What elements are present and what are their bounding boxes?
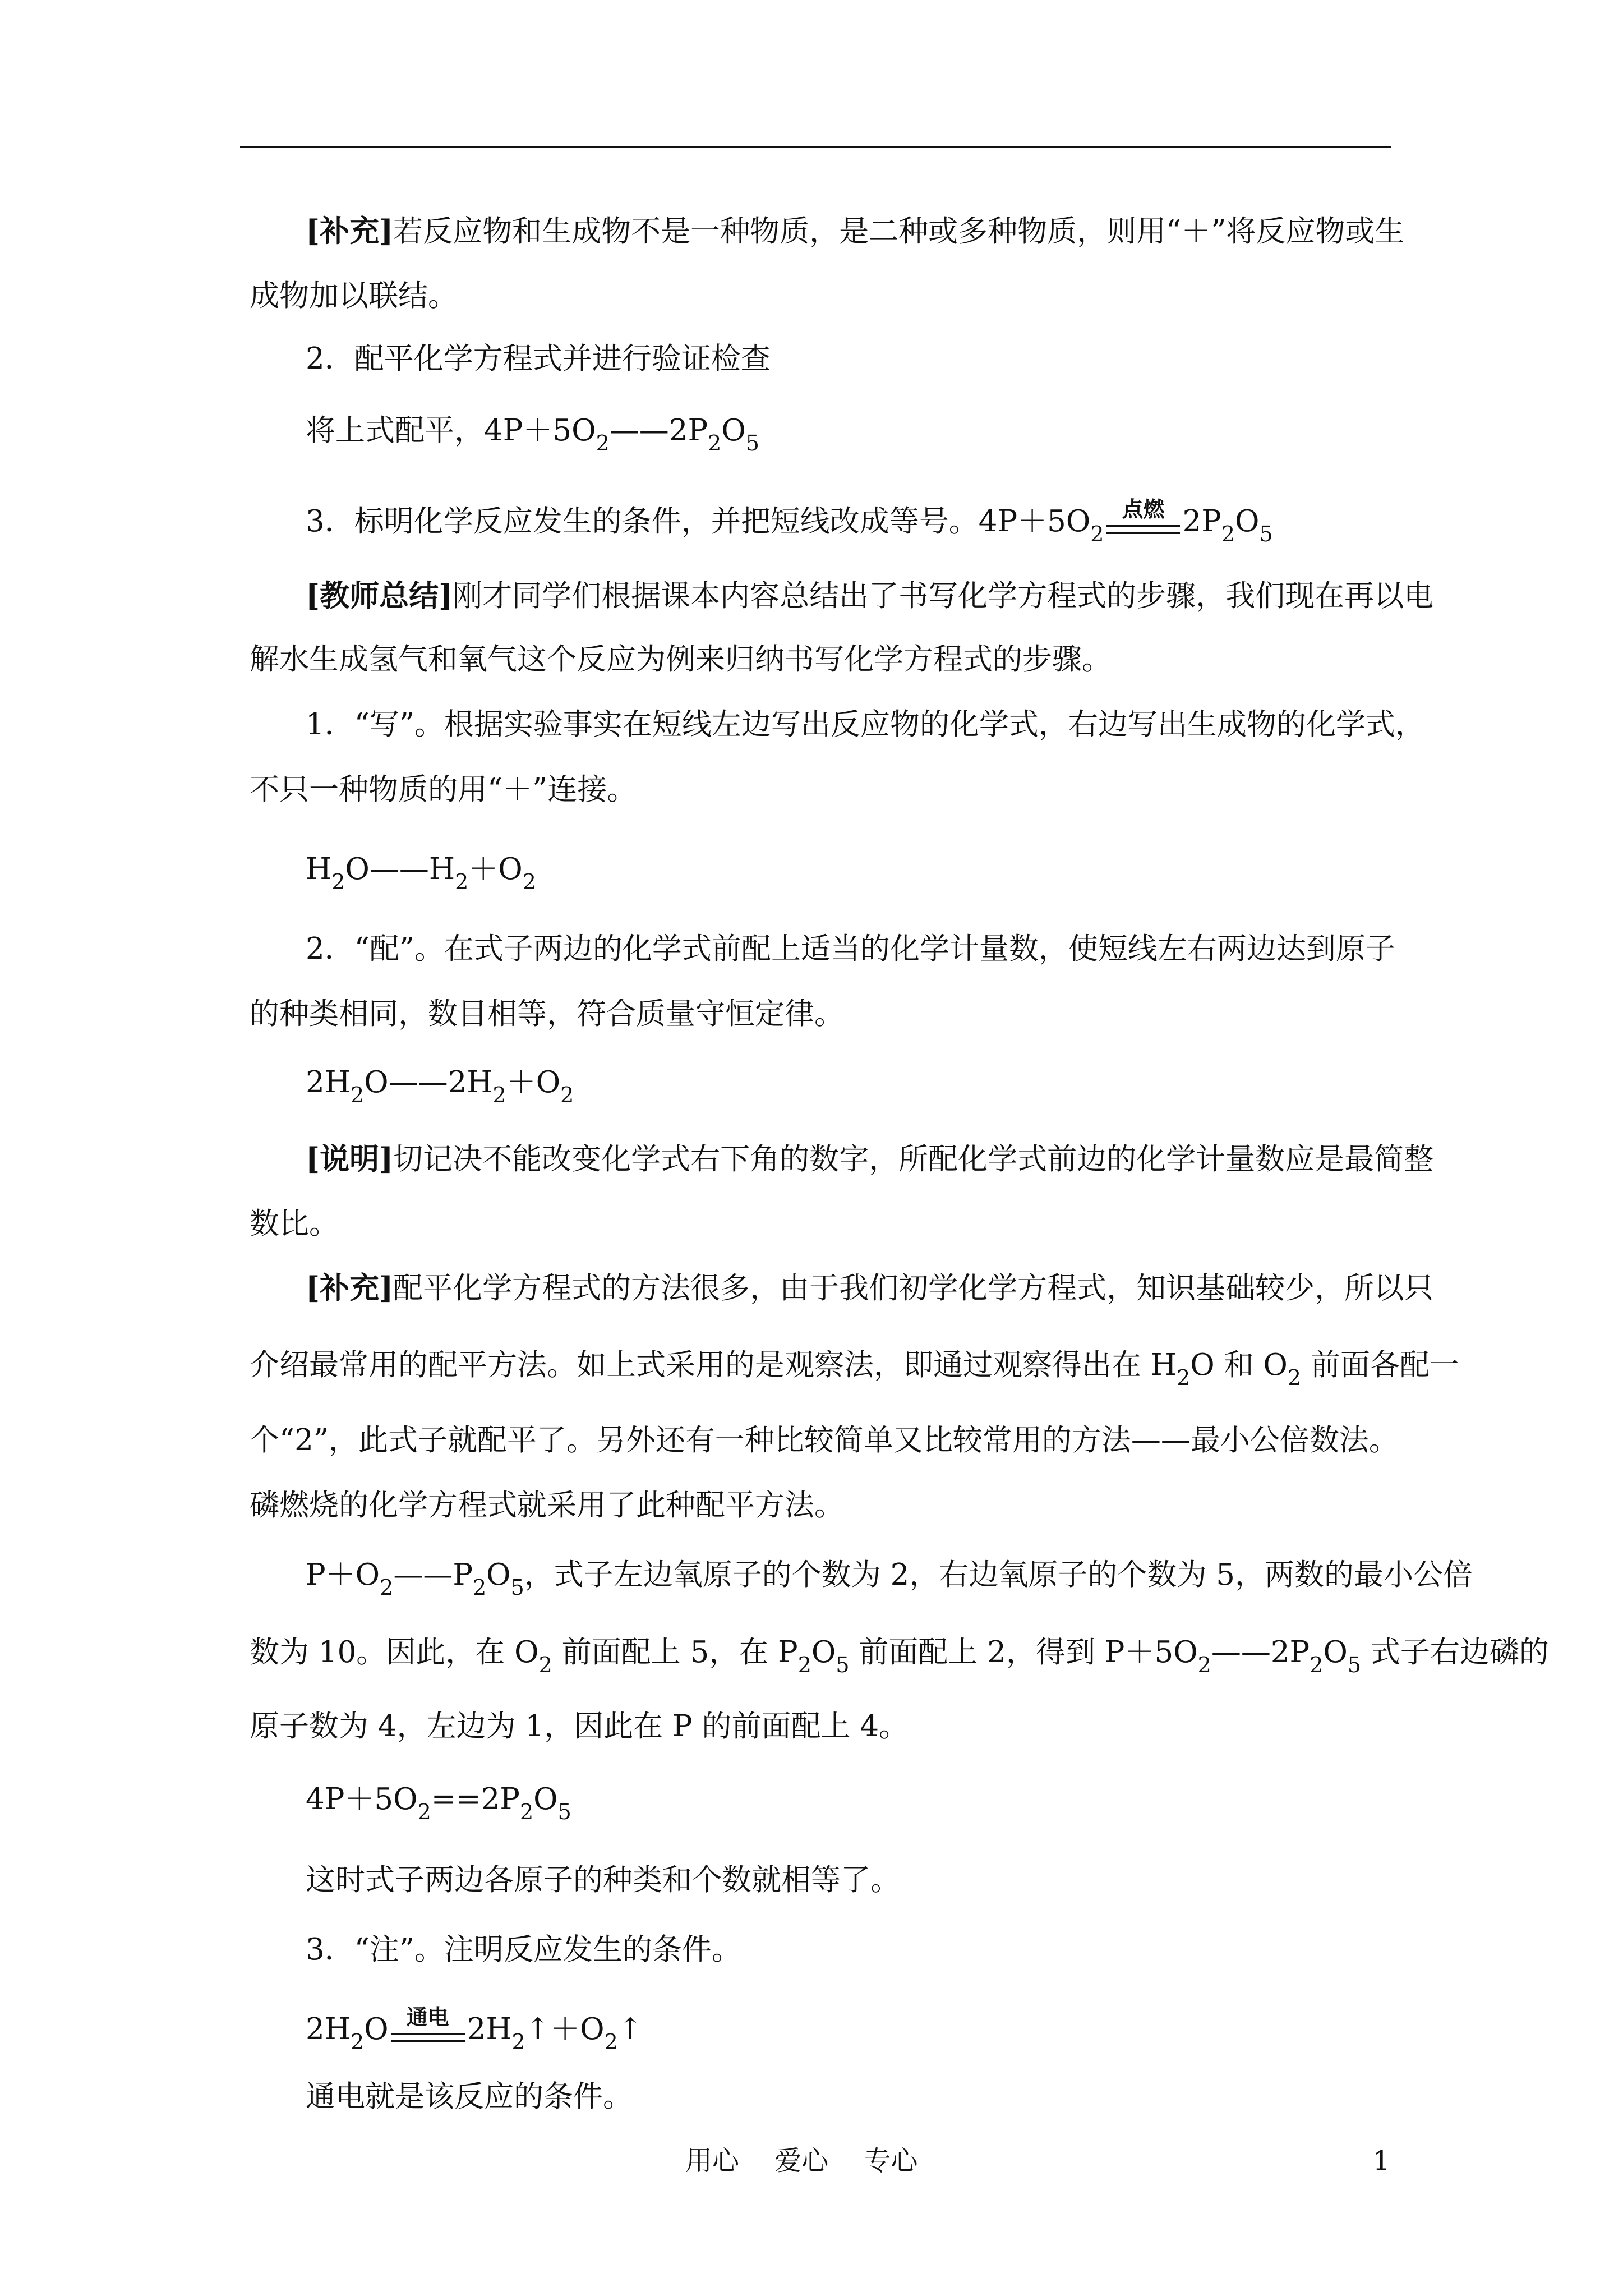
text: 不只一种物质的用“＋”连接。 bbox=[250, 772, 637, 807]
text: H bbox=[306, 852, 332, 886]
text: 若反应物和生成物不是一种物质，是二种或多种物质，则用“＋”将反应物或生 bbox=[393, 214, 1405, 249]
text: 2P bbox=[1182, 504, 1221, 539]
text: 式子右边磷的 bbox=[1361, 1635, 1549, 1669]
subscript: 2 bbox=[1287, 1365, 1302, 1390]
subscript: 2 bbox=[472, 1575, 487, 1600]
text: 切记决不能改变化学式右下角的数字，所配化学式前边的化学计量数应是最简整 bbox=[393, 1142, 1434, 1176]
text: ↑ bbox=[617, 2012, 643, 2046]
text: 2．“配”。在式子两边的化学式前配上适当的化学计量数，使短线左右两边达到原子 bbox=[306, 932, 1395, 966]
subscript: 2 bbox=[538, 1653, 552, 1677]
subscript: 2 bbox=[1177, 1365, 1191, 1390]
header-rule bbox=[240, 146, 1391, 148]
subscript: 2 bbox=[380, 1575, 394, 1600]
text: 2．配平化学方程式并进行验证检查 bbox=[306, 342, 771, 376]
text: O——H bbox=[345, 852, 455, 886]
text: P＋O bbox=[306, 1558, 380, 1592]
text-line-18 bbox=[250, 1419, 1399, 1462]
subscript: 5 bbox=[1347, 1653, 1362, 1677]
text: 前面各配一 bbox=[1301, 1348, 1459, 1382]
text: 2H bbox=[306, 2012, 351, 2046]
text: 配平化学方程式的方法很多，由于我们初学化学方程式，知识基础较少，所以只 bbox=[393, 1271, 1434, 1305]
subscript: 2 bbox=[1310, 1653, 1324, 1677]
text: ，式子左边氧原子的个数为 2，右边氧原子的个数为 5，两数的最小公倍 bbox=[524, 1558, 1473, 1592]
text-line-8 bbox=[306, 703, 1425, 746]
subscript: 2 bbox=[797, 1653, 811, 1677]
subscript: 5 bbox=[1259, 522, 1273, 546]
condition-label: 点燃 bbox=[1122, 497, 1165, 522]
text: 刚才同学们根据课本内容总结出了书写化学方程式的步骤，我们现在再以电 bbox=[453, 579, 1434, 613]
text: ——2P bbox=[1211, 1635, 1310, 1669]
subscript: 2 bbox=[708, 431, 722, 455]
subscript: 2 bbox=[596, 431, 610, 455]
subscript: 2 bbox=[350, 1083, 365, 1107]
teacher-summary-label: [教师总结] bbox=[306, 578, 453, 613]
text-line-17 bbox=[250, 1344, 1459, 1389]
text: O——2H bbox=[364, 1065, 493, 1099]
text: 2H bbox=[306, 1065, 351, 1099]
text: 3．标明化学反应发生的条件，并把短线改成等号。4P＋5O bbox=[306, 504, 1091, 539]
page-number: 1 bbox=[1373, 2145, 1390, 2177]
text: 数为 10。因此，在 O bbox=[250, 1635, 539, 1669]
text: 前面配上 2，得到 P＋5O bbox=[849, 1635, 1198, 1669]
text-line-22 bbox=[250, 1705, 909, 1748]
text: ＋O bbox=[468, 852, 523, 886]
subscript: 5 bbox=[557, 1800, 571, 1824]
note-label: [说明] bbox=[306, 1142, 394, 1176]
text-line-23: $4P+5O_2==2P_2O_5$ bbox=[306, 1782, 571, 1824]
text: 成物加以联结。 bbox=[250, 279, 458, 313]
subscript: 2 bbox=[604, 2030, 618, 2054]
text-line-27 bbox=[306, 2076, 633, 2118]
reaction-condition bbox=[1106, 497, 1180, 543]
text-line-2 bbox=[250, 275, 458, 318]
text-line-21: 数为 10。因此，在 $O_2$ 前面配上 5，在 $P_2O_5$ 前面配上 2，得到 $P+5O_2——2P_2O_5$ 式子右边磷的 bbox=[250, 1635, 1549, 1677]
text: O bbox=[364, 2012, 389, 2046]
subscript: 2 bbox=[522, 869, 536, 894]
subscript: 5 bbox=[836, 1653, 850, 1677]
text-line-15 bbox=[250, 1203, 339, 1245]
text-line-19 bbox=[250, 1484, 844, 1527]
text-line-3 bbox=[306, 338, 771, 380]
text: 原子数为 4，左边为 1，因此在 P 的前面配上 4。 bbox=[250, 1709, 909, 1743]
subscript: 2 bbox=[511, 2030, 525, 2054]
text-line-26 bbox=[306, 2005, 643, 2054]
text-line-20: $P+O_2——P_2O_5$，式子左边氧原子的个数为 2，右边氧原子的个数为 5，两数的最小公倍 bbox=[306, 1558, 1473, 1600]
subscript: 2 bbox=[417, 1800, 431, 1824]
footer-motto: 用心 爱心 专心 bbox=[685, 2145, 918, 2177]
text: 1．“写”。根据实验事实在短线左边写出反应物的化学式，右边写出生成物的化学式， bbox=[306, 707, 1425, 742]
text-line-7 bbox=[250, 638, 1112, 681]
text-line-10 bbox=[306, 848, 536, 893]
subscript: 2 bbox=[519, 1800, 534, 1824]
text-line-9 bbox=[250, 769, 637, 811]
subscript: 2 bbox=[455, 869, 469, 894]
text: 这时式子两边各原子的种类和个数就相等了。 bbox=[306, 1863, 900, 1897]
text-line-13 bbox=[306, 1061, 574, 1106]
subscript: 2 bbox=[492, 1083, 506, 1107]
subscript: 5 bbox=[510, 1575, 524, 1600]
text: 通电就是该反应的条件。 bbox=[306, 2079, 633, 2114]
text: 介绍最常用的配平方法。如上式采用的是观察法，即通过观察得出在 H bbox=[250, 1348, 1177, 1382]
reaction-condition bbox=[391, 2005, 465, 2051]
text-line-12 bbox=[250, 993, 844, 1036]
text: O 和 O bbox=[1190, 1348, 1288, 1382]
text: ↑＋O bbox=[525, 2012, 605, 2046]
subscript: 2 bbox=[1221, 522, 1235, 546]
text: 3．“注”。注明反应发生的条件。 bbox=[306, 1932, 741, 1967]
subscript: 2 bbox=[350, 2030, 365, 2054]
text: ——2P bbox=[609, 413, 708, 448]
subscript: 2 bbox=[331, 869, 345, 894]
text-line-16 bbox=[306, 1267, 1433, 1310]
text: 个“2”，此式子就配平了。另外还有一种比较简单又比较常用的方法——最小公倍数法。 bbox=[250, 1423, 1399, 1457]
text: 的种类相同，数目相等，符合质量守恒定律。 bbox=[250, 997, 844, 1031]
text-line-5: 3．标明化学反应发生的条件，并把短线改成等号。$4P+5O_2$ 点燃 $2P_2O_5$ bbox=[306, 497, 1273, 546]
subscript: 2 bbox=[1197, 1653, 1211, 1677]
condition-label: 通电 bbox=[406, 2005, 449, 2030]
text: ——P bbox=[393, 1558, 473, 1592]
supplement-label: [补充] bbox=[306, 1271, 394, 1305]
text-line-6 bbox=[306, 574, 1433, 618]
text: 解水生成氢气和氧气这个反应为例来归纳书写化学方程式的步骤。 bbox=[250, 642, 1112, 677]
text-line-25 bbox=[306, 1929, 741, 1971]
supplement-label: [补充] bbox=[306, 214, 394, 249]
text-line-4: 将上式配平，$4P+5O_2——2P_2O_5$ bbox=[306, 413, 759, 455]
text-line-11 bbox=[306, 928, 1395, 970]
text: 磷燃烧的化学方程式就采用了此种配平方法。 bbox=[250, 1488, 844, 1522]
text-line-24 bbox=[306, 1859, 900, 1902]
text: ＋O bbox=[506, 1065, 561, 1099]
subscript: 5 bbox=[745, 431, 759, 455]
subscript: 2 bbox=[560, 1083, 574, 1107]
text: 将上式配平，4P＋5O bbox=[306, 413, 596, 448]
subscript: 2 bbox=[1090, 522, 1104, 546]
text: 2H bbox=[467, 2012, 512, 2046]
text-line-1 bbox=[306, 210, 1404, 253]
text: ==2P bbox=[431, 1782, 520, 1816]
text: 4P＋5O bbox=[306, 1782, 418, 1816]
text-line-14 bbox=[306, 1138, 1433, 1181]
text: 前面配上 5，在 P bbox=[552, 1635, 798, 1669]
text: 数比。 bbox=[250, 1207, 339, 1241]
